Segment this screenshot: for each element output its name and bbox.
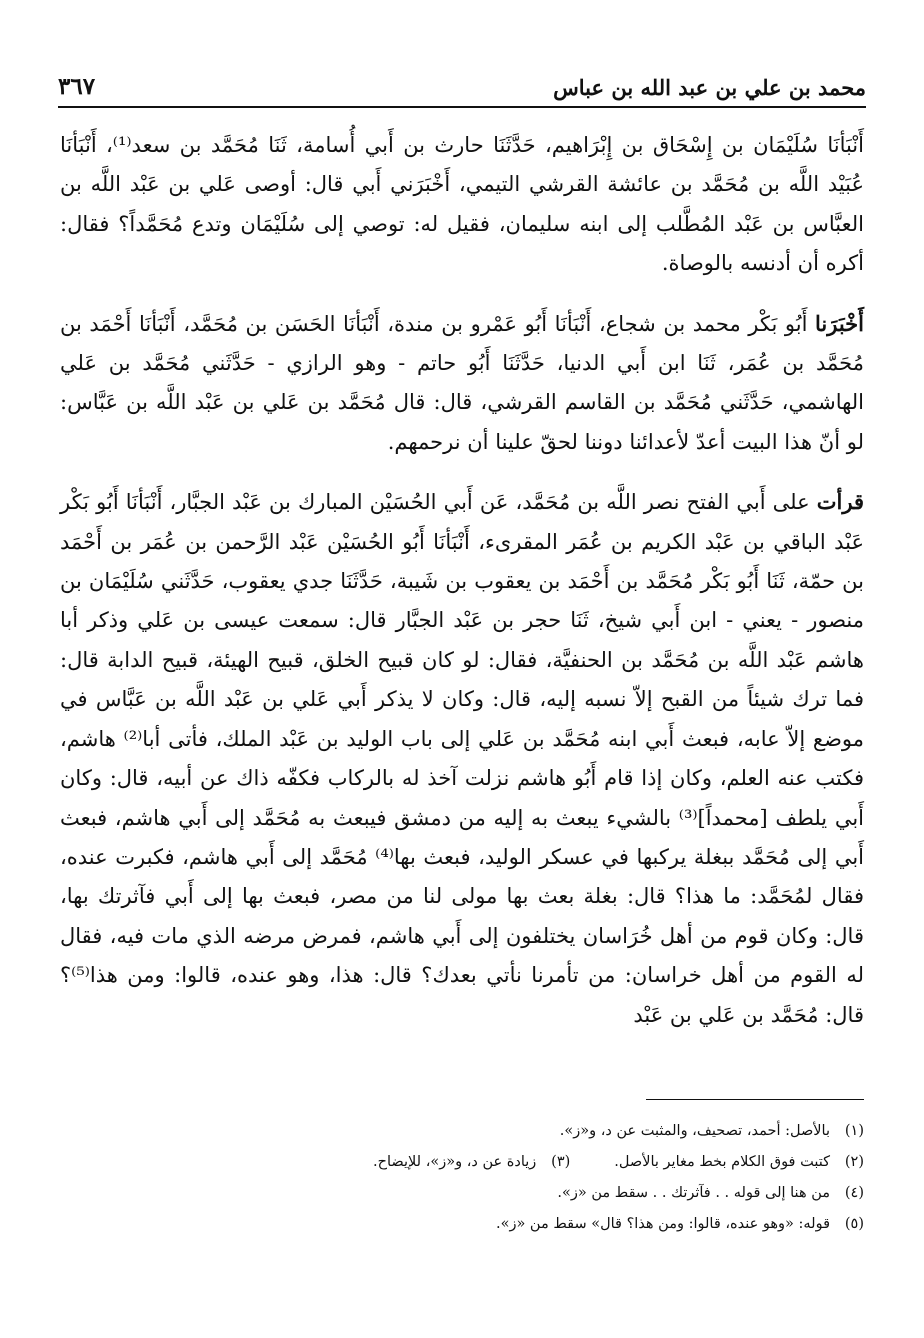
running-title: محمد بن علي بن عبد الله بن عباس: [553, 75, 866, 100]
footnote-divider: [646, 1099, 864, 1100]
paragraph-lead-word: قرأت: [816, 489, 864, 515]
footnotes: [60, 1116, 864, 1240]
footnote: [560, 1116, 864, 1147]
footnote-row: [60, 1147, 864, 1178]
footnote-number: (٣): [551, 1154, 571, 1170]
footnote-number: (١): [844, 1123, 864, 1139]
footnote-number: (٤): [844, 1185, 864, 1201]
footnote-text: من هنا إلى قوله . . فآثرتك . . سقط من «ز».: [557, 1185, 830, 1201]
footnote: [373, 1147, 570, 1178]
paragraph-text: أَنْبَأنَا سُلَيْمَان بن إِسْحَاق بن إِبْرَاهيم، حَدَّثَنَا حارث بن أَبي أُسامة، ثَنَا مُحَمَّد بن سعد⁽¹⁾، أَنْبَأنَا عُبَيْد اللَّه بن مُحَمَّد بن عائشة القرشي التيمي، أَخْبَرَني أَبي قال: أوصى عَلي بن عَبْد اللَّه بن العبَّاس بن عَبْد المُطَّلب إلى ابنه سليمان، فقيل له: توصي إلى سُلَيْمَان وتدع مُحَمَّداً؟ فقال: أكره أن أدنسه بالوصاة.: [60, 133, 864, 276]
paragraph-text: أَبُو بَكْر محمد بن شجاع، أَنْبَأنَا أَبُو عَمْرو بن مندة، أَنْبَأنَا الحَسَن بن مُحَمَّد، أَنْبَأنَا أَحْمَد بن مُحَمَّد بن عُمَر، ثَنَا ابن أَبي الدنيا، حَدَّثَنَا أَبُو حاتم - وهو الرازي - حَدَّثَني مُحَمَّد بن عَلي الهاشمي، حَدَّثَني مُحَمَّد بن القاسم القرشي، قال: قال مُحَمَّد بن عَلي بن عَبْد اللَّه بن عَبَّاس: لو أنّ هذا البيت أعدّ لأعدائنا دوننا لحقّ علينا أن نرحمهم.: [60, 311, 864, 454]
footnote-number: (٢): [844, 1154, 864, 1170]
footnote: [614, 1147, 864, 1178]
paragraph: [60, 126, 864, 284]
paragraph: [60, 482, 864, 1035]
footnote-text: بالأصل: أحمد، تصحيف، والمثبت عن د، و«ز».: [559, 1123, 830, 1139]
paragraph-lead-word: أَخْبَرَنا: [815, 310, 864, 336]
page-number: ٣٦٧: [58, 73, 96, 100]
footnote-row: [60, 1116, 864, 1147]
footnote: [496, 1209, 864, 1240]
footnote-row: [60, 1209, 864, 1240]
paragraph-text: على أَبي الفتح نصر اللَّه بن مُحَمَّد، عَن أَبي الحُسَيْن المبارك بن عَبْد الجبَّار، أَنْبَأنَا أَبُو بَكْر عَبْد الباقي بن عَبْد الكريم بن عُمَر المقرىء، أَنْبَأنَا أَبُو الحُسَيْن عَبْد الرَّحمن بن عُمَر بن أَحْمَد بن حمّة، ثَنَا أَبُو بَكْر مُحَمَّد بن أَحْمَد بن يعقوب بن شَيبة، حَدَّثَنَا جدي يعقوب، حَدَّثَني سُلَيْمَان بن منصور - يعني - ابن أَبي شيخ، ثَنَا حجر بن عَبْد الجبَّار قال: سمعت عيسى بن عَلي وذكر أبا هاشم عَبْد اللَّه بن مُحَمَّد بن الحنفيَّة، فقال: لو كان قبيح الخلق، قبيح الهيئة، قبيح الدابة قال: فما ترك شيئاً من القبح إلاّ نسبه إليه، قال: وكان لا يذكر أَبي عَلي بن عَبْد اللَّه بن عَبَّاس في موضع إلاّ عابه، فبعث أَبي ابنه مُحَمَّد بن عَلي إلى باب الوليد بن عَبْد الملك، فأتى أبا⁽²⁾ هاشم، فكتب عنه العلم، وكان إذا قام أَبُو هاشم نزلت آخذ له بالركاب فكفّه ذاك عن أبيه، قال: وكان أَبي يلطف [محمداً]⁽³⁾ بالشيء يبعث به إليه من دمشق فيبعث به مُحَمَّد إلى أَبي هاشم، فبعث أَبي إلى مُحَمَّد ببغلة يركبها في عسكر الوليد، فبعث بها⁽⁴⁾ مُحَمَّد إلى أَبي هاشم، فكبرت عنده، فقال لمُحَمَّد: ما هذا؟ قال: بغلة بعث بها مولى لنا من مصر، فبعث بها إلى أَبي فآثرتك بها، قال: وكان قوم من أهل خُرَاسان يختلفون إلى أَبي هاشم، فمرض مرضه الذي مات فيه، فقال له القوم من أهل خراسان: من تأمرنا نأتي بعدك؟ قال: هذا، وهو عنده، قالوا: ومن هذا⁽⁵⁾؟ قال: مُحَمَّد بن عَلي بن عَبْد: [60, 490, 865, 1027]
main-text: [60, 126, 864, 1035]
footnote: [557, 1178, 864, 1209]
footnote-text: كتبت فوق الكلام بخط مغاير بالأصل.: [614, 1154, 830, 1170]
footnote-text: زيادة عن د، و«ز»، للإيضاح.: [373, 1154, 537, 1170]
paragraph: [60, 304, 864, 463]
footnote-number: (٥): [844, 1216, 864, 1232]
footnote-row: [60, 1178, 864, 1209]
footnote-text: قوله: «وهو عنده، قالوا: ومن هذا؟ قال» سقط من «ز».: [495, 1216, 830, 1232]
page-header: [58, 62, 866, 108]
